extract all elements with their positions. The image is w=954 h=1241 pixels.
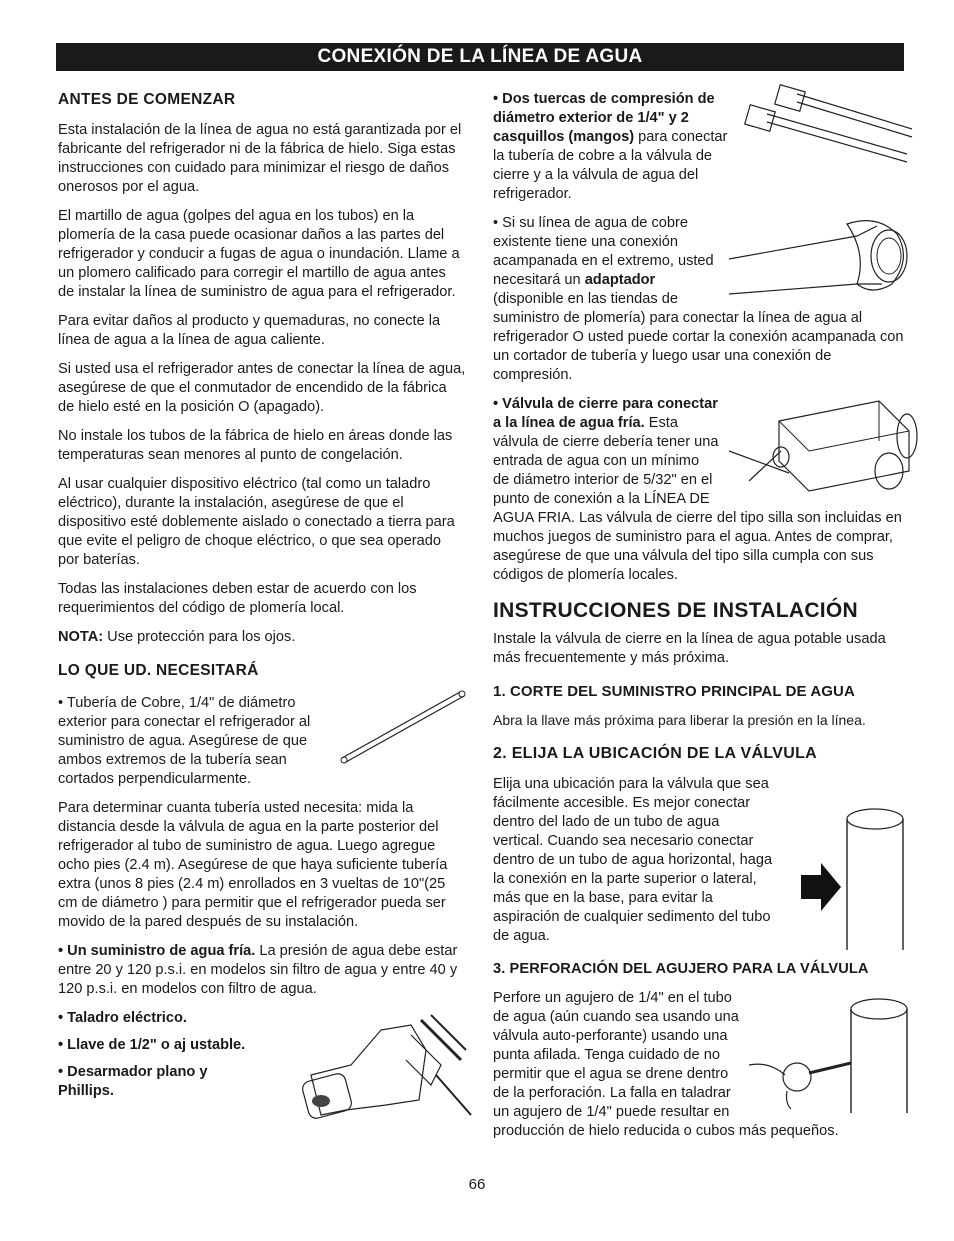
cobre-bold: adaptador: [584, 272, 656, 288]
paragraph: Todas las instalaciones deben estar de acuerdo con los requerimientos del código de plomería local.: [58, 581, 417, 616]
compression-nuts-icon: [737, 84, 917, 184]
paragraph: El martillo de agua (golpes del agua en los tubos) en la plomería de la casa puede ocasionar daños a las partes del refrigerador y conducir a fugas de agua o inundación. Llame a un plomero calificado para corregir el martillo de agua antes de instalar la línea de suministro de agua para el refrigerador.: [58, 208, 460, 300]
drill-icon: [291, 1005, 476, 1120]
item-perforacion: [493, 989, 905, 1141]
heading-instrucciones: INSTRUCCIONES DE INSTALACIÓN: [493, 599, 859, 622]
item-elija: [493, 775, 905, 946]
flare-adapter-icon: [727, 214, 917, 296]
tuercas-text: [493, 90, 733, 204]
item-tuberia: [58, 694, 466, 789]
nota: [58, 628, 466, 647]
item-tuercas: [493, 90, 905, 204]
item-desarmador: • Desarmador plano y Phillips.: [58, 1064, 208, 1099]
section-banner: CONEXIÓN DE LA LÍNEA DE AGUA: [56, 43, 904, 71]
paragraph: Al usar cualquier dispositivo eléctrico (tal como un taladro eléctrico), durante la instalación, asegúrese de que el dispositivo esté doblemente aislado o conectado a tierra para que evite el peligro de choque eléctrico, o que sea operado por baterías.: [58, 476, 455, 568]
heading-lo-que-necesitara: LO QUE UD. NECESITARÁ: [58, 662, 259, 679]
page-number: 66: [468, 1176, 486, 1193]
paragraph: No instale los tubos de la fábrica de hielo en áreas donde las temperaturas sean menores al punto de congelación.: [58, 428, 453, 463]
perforacion-text: Perfore un agujero de 1/4" en el tubo de agua (aún cuando sea usando una válvula auto-perforante) usando una punta afilada. Tenga cuidado de no permitir que el agua se drene dentro de la perforación. La falla en taladrar un agujero de 1/4" puede resultar en producción de hielo reducida o cubos más pequeños.: [493, 990, 839, 1139]
left-column: [58, 90, 466, 1120]
vertical-pipe-icon: [797, 805, 917, 955]
heading-elija: 2. ELIJA LA UBICACIÓN DE LA VÁLVULA: [493, 745, 817, 762]
nota-text: Use protección para los ojos.: [103, 629, 296, 645]
cobre-a: • Si su línea de agua de cobre existente tiene una conexión acampanada en el extremo, usted necesitará un: [493, 215, 714, 288]
valvula-rest: Esta válvula de cierre debería tener una entrada de agua con un mínimo de diámetro interior de 5/32" en el punto de conexión a la LÍNEA DE AGUA FRIA. Las válvula de cierre del tipo silla son incluidas en muchos juegos de suministro para el agua. Antes de comprar, asegúrese de que una válvula del tipo silla cumpla con sus códigos de plomería locales.: [493, 415, 902, 583]
item-valvula: [493, 395, 905, 585]
tuberia-text: • Tubería de Cobre, 1/4" de diámetro exterior para conectar el refrigerador al suministro de agua. Asegúrese de que ambos extremos de la tubería sean cortados perpendicularmente.: [58, 695, 311, 787]
valvula-bold: • Válvula de cierre para conectar a la línea de agua fría.: [493, 396, 718, 431]
heading-antes-de-comenzar: ANTES DE COMENZAR: [58, 91, 236, 108]
suministro-bold: • Un suministro de agua fría.: [58, 943, 256, 959]
tuercas-bold: • Dos tuercas de compresión de diámetro exterior de 1/4" y 2 casquillos (mangos): [493, 91, 715, 145]
paragraph: Esta instalación de la línea de agua no está garantizada por el fabricante del refrigerador ni de la fábrica de hielo. Siga estas instrucciones con cuidado para minimizar el riesgo de daños onerosos por el agua.: [58, 122, 462, 195]
item-llave: • Llave de 1/2" o aj ustable.: [58, 1037, 246, 1053]
heading-perforacion: 3. PERFORACIÓN DEL AGUJERO PARA LA VÁLVULA: [493, 961, 869, 977]
elija-text: Elija una ubicación para la válvula que sea fácilmente accesible. Es mejor conectar dentro del lado de un tubo de agua vertical. Cuando sea necesario conectar dentro de un tubo de agua horizontal, haga la conexión en la parte superior o lateral, más que en la base, para evitar la aspiración de cualquier sedimento del tubo de agua.: [493, 776, 773, 944]
paragraph: Para evitar daños al producto y quemaduras, no conecte la línea de agua a la línea de agua caliente.: [58, 313, 441, 348]
drilling-pipe-icon: [739, 995, 919, 1115]
item-taladro: • Taladro eléctrico.: [58, 1010, 187, 1026]
item-suministro: [58, 942, 466, 999]
heading-corte: 1. CORTE DEL SUMINISTRO PRINCIPAL DE AGUA: [493, 683, 855, 700]
nota-label: NOTA:: [58, 629, 104, 645]
paragraph: Abra la llave más próxima para liberar la presión en la línea.: [493, 712, 866, 728]
tuercas-rest: para conectar la tubería de cobre a la válvula de cierre y a la válvula de agua del refrigerador.: [493, 129, 728, 202]
copper-tube-icon: [332, 686, 472, 766]
shutoff-valve-icon: [719, 391, 919, 501]
paragraph: Si usted usa el refrigerador antes de conectar la línea de agua, asegúrese de que el conmutador de encendido de la fábrica de hielo esté en la posición O (apagado).: [58, 361, 466, 415]
cobre-b: (disponible en las tiendas de suministro de plomería) para conectar la línea de agua al refrigerador O usted puede cortar la conexión acampanada con un cortador de tubería y luego usar una conexión de compresión.: [493, 291, 904, 383]
paragraph: Instale la válvula de cierre en la línea de agua potable usada más frecuentemente y más próxima.: [493, 631, 886, 666]
paragraph: Para determinar cuanta tubería usted necesita: mida la distancia desde la válvula de agua en la parte posterior del refrigerador al tubo de suministro de agua. Luego agregue ocho pies (2.4 m). Asegúrese de que haya suficiente tubería extra (unos 8 pies (2.4 m) enrollados en 3 vueltas de 10"(25 cm de diámetro ) para permitir que el refrigerador pueda ser movido de la pared después de su instalación.: [58, 800, 448, 930]
suministro-text: La presión de agua debe estar entre 20 y 120 p.s.i. en modelos sin filtro de agua y entre 40 y 120 p.s.i. en modelos con filtro de agua.: [58, 943, 458, 997]
right-column: [493, 90, 905, 1151]
item-cobre: [493, 214, 905, 385]
